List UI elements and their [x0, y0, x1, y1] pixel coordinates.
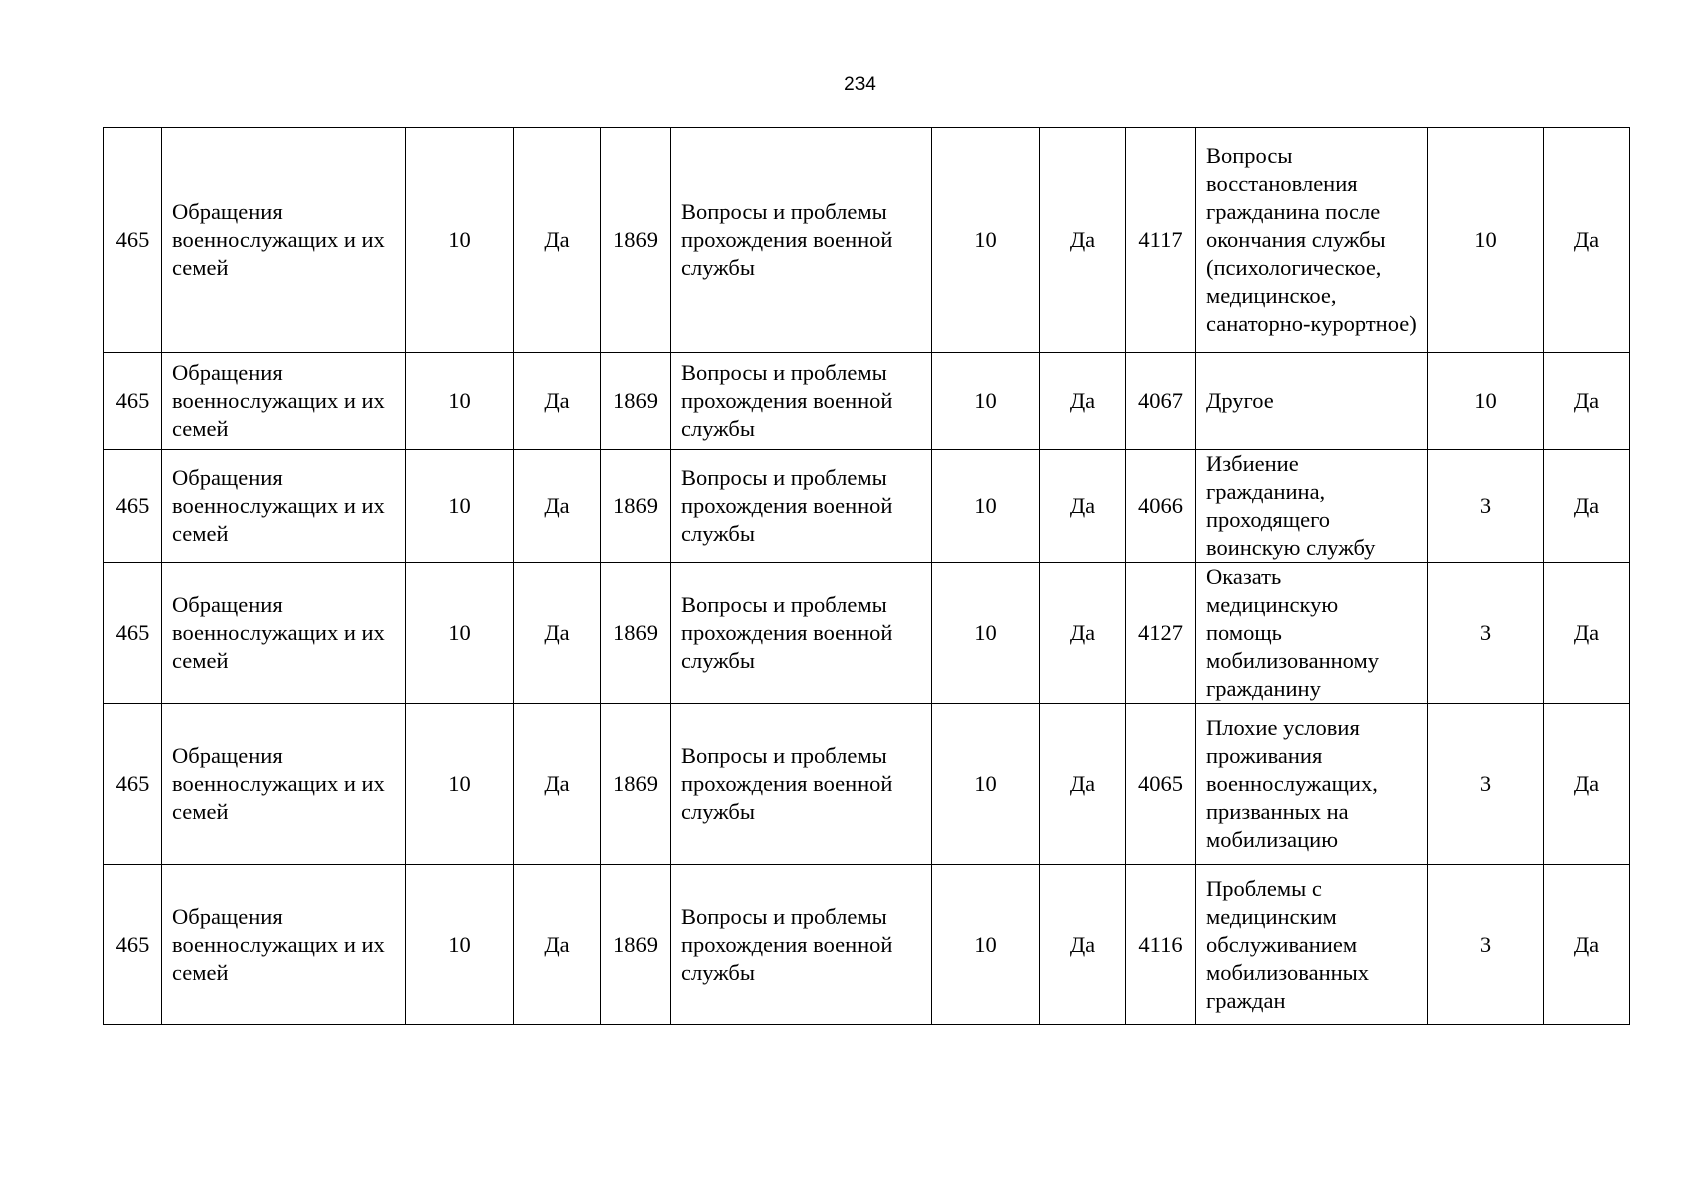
name2-cell: Вопросы и проблемы прохождения военной службы [671, 865, 932, 1025]
name3-cell: Другое [1196, 353, 1428, 450]
flag2-cell: Да [1040, 450, 1126, 563]
val3-cell: 10 [1428, 353, 1544, 450]
code1-cell: 465 [104, 704, 162, 865]
code3-cell: 4116 [1126, 865, 1196, 1025]
code3-cell: 4065 [1126, 704, 1196, 865]
code2-cell: 1869 [601, 353, 671, 450]
code1-cell: 465 [104, 128, 162, 353]
code2-cell: 1869 [601, 563, 671, 704]
val2-cell: 10 [932, 450, 1040, 563]
table-row [104, 563, 1630, 704]
flag1-cell: Да [514, 450, 601, 563]
flag1-cell: Да [514, 704, 601, 865]
val1-cell: 10 [406, 704, 514, 865]
flag3-cell: Да [1544, 128, 1630, 353]
code1-cell: 465 [104, 563, 162, 704]
code3-cell: 4067 [1126, 353, 1196, 450]
name3-cell: Проблемы с медицинским обслуживанием мобилизованных граждан [1196, 865, 1428, 1025]
val3-cell: 3 [1428, 563, 1544, 704]
flag1-cell: Да [514, 563, 601, 704]
val2-cell: 10 [932, 704, 1040, 865]
val2-cell: 10 [932, 353, 1040, 450]
table-row [104, 704, 1630, 865]
name2-cell: Вопросы и проблемы прохождения военной службы [671, 563, 932, 704]
name1-cell: Обращения военнослужащих и их семей [162, 563, 406, 704]
flag1-cell: Да [514, 128, 601, 353]
table-row [104, 865, 1630, 1025]
name3-cell: Оказать медицинскую помощь мобилизованному гражданину [1196, 563, 1428, 704]
code2-cell: 1869 [601, 450, 671, 563]
name1-cell: Обращения военнослужащих и их семей [162, 450, 406, 563]
code3-cell: 4066 [1126, 450, 1196, 563]
name3-cell: Избиение гражданина, проходящего воинскую службу [1196, 450, 1428, 563]
val1-cell: 10 [406, 128, 514, 353]
name2-cell: Вопросы и проблемы прохождения военной службы [671, 450, 932, 563]
val1-cell: 10 [406, 450, 514, 563]
flag3-cell: Да [1544, 865, 1630, 1025]
val3-cell: 10 [1428, 128, 1544, 353]
name2-cell: Вопросы и проблемы прохождения военной службы [671, 128, 932, 353]
flag2-cell: Да [1040, 563, 1126, 704]
val3-cell: 3 [1428, 865, 1544, 1025]
table-row [104, 128, 1630, 353]
name1-cell: Обращения военнослужащих и их семей [162, 865, 406, 1025]
page-number: 234 [844, 74, 876, 95]
name1-cell: Обращения военнослужащих и их семей [162, 128, 406, 353]
flag3-cell: Да [1544, 353, 1630, 450]
classification-table [103, 127, 1630, 1025]
name3-cell: Плохие условия проживания военнослужащих, призванных на мобилизацию [1196, 704, 1428, 865]
flag1-cell: Да [514, 865, 601, 1025]
code1-cell: 465 [104, 865, 162, 1025]
code2-cell: 1869 [601, 704, 671, 865]
code1-cell: 465 [104, 450, 162, 563]
code3-cell: 4127 [1126, 563, 1196, 704]
code1-cell: 465 [104, 353, 162, 450]
code2-cell: 1869 [601, 128, 671, 353]
flag1-cell: Да [514, 353, 601, 450]
flag2-cell: Да [1040, 353, 1126, 450]
flag3-cell: Да [1544, 563, 1630, 704]
val1-cell: 10 [406, 865, 514, 1025]
val2-cell: 10 [932, 865, 1040, 1025]
val2-cell: 10 [932, 563, 1040, 704]
val2-cell: 10 [932, 128, 1040, 353]
val1-cell: 10 [406, 353, 514, 450]
name1-cell: Обращения военнослужащих и их семей [162, 353, 406, 450]
table-row [104, 450, 1630, 563]
name2-cell: Вопросы и проблемы прохождения военной службы [671, 704, 932, 865]
code3-cell: 4117 [1126, 128, 1196, 353]
flag2-cell: Да [1040, 865, 1126, 1025]
name1-cell: Обращения военнослужащих и их семей [162, 704, 406, 865]
flag3-cell: Да [1544, 704, 1630, 865]
code2-cell: 1869 [601, 865, 671, 1025]
flag2-cell: Да [1040, 128, 1126, 353]
name3-cell: Вопросы восстановления гражданина после окончания службы (психологическое, медицинское, санаторно-курортное) [1196, 128, 1428, 353]
name2-cell: Вопросы и проблемы прохождения военной службы [671, 353, 932, 450]
flag2-cell: Да [1040, 704, 1126, 865]
flag3-cell: Да [1544, 450, 1630, 563]
val3-cell: 3 [1428, 450, 1544, 563]
table-row [104, 353, 1630, 450]
val1-cell: 10 [406, 563, 514, 704]
val3-cell: 3 [1428, 704, 1544, 865]
